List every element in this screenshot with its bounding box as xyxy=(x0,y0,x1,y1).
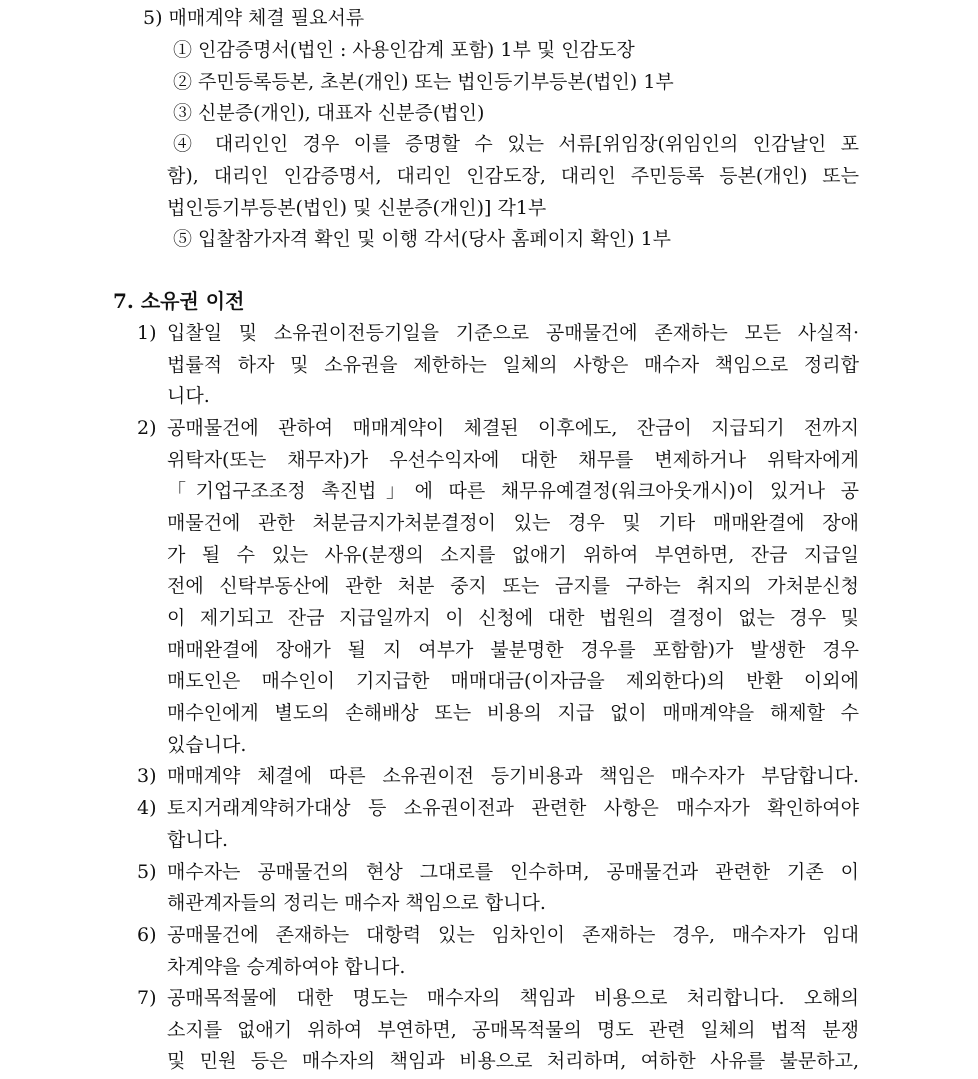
item-1-line-3: 니다. xyxy=(167,385,210,407)
item-4-line-1: 토지거래계약허가대상 등 소유권이전과 관련한 사항은 매수자가 확인하여야 xyxy=(167,797,859,819)
item-2-line-6: 전에 신탁부동산에 관한 처분 중지 또는 금지를 구하는 취지의 가처분신청 xyxy=(167,575,859,597)
item-number: 1) xyxy=(137,322,157,344)
item-7-line-1: 공매목적물에 대한 명도는 매수자의 책임과 비용으로 처리합니다. 오해의 xyxy=(167,987,859,1009)
item-5-line-1: 매수자는 공매물건의 현상 그대로를 인수하며, 공매물건과 관련한 기존 이 xyxy=(167,861,859,883)
item-2-line-11: 있습니다. xyxy=(167,734,247,756)
item-2-line-10: 매수인에게 별도의 손해배상 또는 비용의 지급 없이 매매계약을 해제할 수 xyxy=(167,702,859,724)
item-6-line-2: 차계약을 승계하여야 합니다. xyxy=(167,956,406,978)
item-2-line-3: 「기업구조조정 촉진법」에 따른 채무유예결정(워크아웃개시)이 있거나 공 xyxy=(167,480,859,502)
item-3-line-1: 매매계약 체결에 따른 소유권이전 등기비용과 책임은 매수자가 부담합니다. xyxy=(167,765,859,787)
item-2-line-7: 이 제기되고 잔금 지급일까지 이 신청에 대한 법원의 결정이 없는 경우 및 xyxy=(167,607,859,629)
section5-item-4-line-2: 함), 대리인 인감증명서, 대리인 인감도장, 대리인 주민등록 등본(개인) 또는 xyxy=(167,165,859,187)
section5-title: 5) 매매계약 체결 필요서류 xyxy=(143,7,365,29)
item-5-line-2: 해관계자들의 정리는 매수자 책임으로 합니다. xyxy=(167,892,546,914)
item-2-line-1: 공매물건에 관하여 매매계약이 체결된 이후에도, 잔금이 지급되기 전까지 xyxy=(167,417,859,439)
item-7-line-2: 소지를 없애기 위하여 부연하면, 공매목적물의 명도 관련 일체의 법적 분쟁 xyxy=(167,1019,859,1041)
item-number: 3) xyxy=(137,765,157,787)
section5-item-1: ① 인감증명서(법인 : 사용인감계 포함) 1부 및 인감도장 xyxy=(173,39,635,61)
section7-heading: 7. 소유권 이전 xyxy=(113,289,245,313)
section5-item-4-line-1: ④ 대리인인 경우 이를 증명할 수 있는 서류[위임장(위임인의 인감날인 포 xyxy=(173,133,859,155)
item-number: 5) xyxy=(137,861,157,883)
item-number: 6) xyxy=(137,924,157,946)
section5-item-3: ③ 신분증(개인), 대표자 신분증(법인) xyxy=(173,102,485,124)
section5-item-4-line-3: 법인등기부등본(법인) 및 신분증(개인)] 각1부 xyxy=(167,197,547,219)
item-1-line-2: 법률적 하자 및 소유권을 제한하는 일체의 사항은 매수자 책임으로 정리합 xyxy=(167,354,859,376)
item-number: 2) xyxy=(137,417,157,439)
item-number: 4) xyxy=(137,797,157,819)
item-7-line-3: 및 민원 등은 매수자의 책임과 비용으로 처리하며, 여하한 사유를 불문하고, xyxy=(167,1050,859,1072)
item-2-line-5: 가 될 수 있는 사유(분쟁의 소지를 없애기 위하여 부연하면, 잔금 지급일 xyxy=(167,544,859,566)
item-6-line-1: 공매물건에 존재하는 대항력 있는 임차인이 존재하는 경우, 매수자가 임대 xyxy=(167,924,859,946)
item-2-line-4: 매물건에 관한 처분금지가처분결정이 있는 경우 및 기타 매매완결에 장애 xyxy=(167,512,859,534)
item-2-line-8: 매매완결에 장애가 될 지 여부가 불분명한 경우를 포함함)가 발생한 경우 xyxy=(167,639,859,661)
section5-item-2: ② 주민등록등본, 초본(개인) 또는 법인등기부등본(법인) 1부 xyxy=(173,71,674,93)
item-1-line-1: 입찰일 및 소유권이전등기일을 기준으로 공매물건에 존재하는 모든 사실적· xyxy=(167,322,859,344)
section5-item-5: ⑤ 입찰참가자격 확인 및 이행 각서(당사 홈페이지 확인) 1부 xyxy=(173,228,672,250)
item-2-line-2: 위탁자(또는 채무자)가 우선수익자에 대한 채무를 변제하거나 위탁자에게 xyxy=(167,449,859,471)
item-number: 7) xyxy=(137,987,157,1009)
item-4-line-2: 합니다. xyxy=(167,829,229,851)
item-2-line-9: 매도인은 매수인이 기지급한 매매대금(이자금을 제외한다)의 반환 이외에 xyxy=(167,670,859,692)
